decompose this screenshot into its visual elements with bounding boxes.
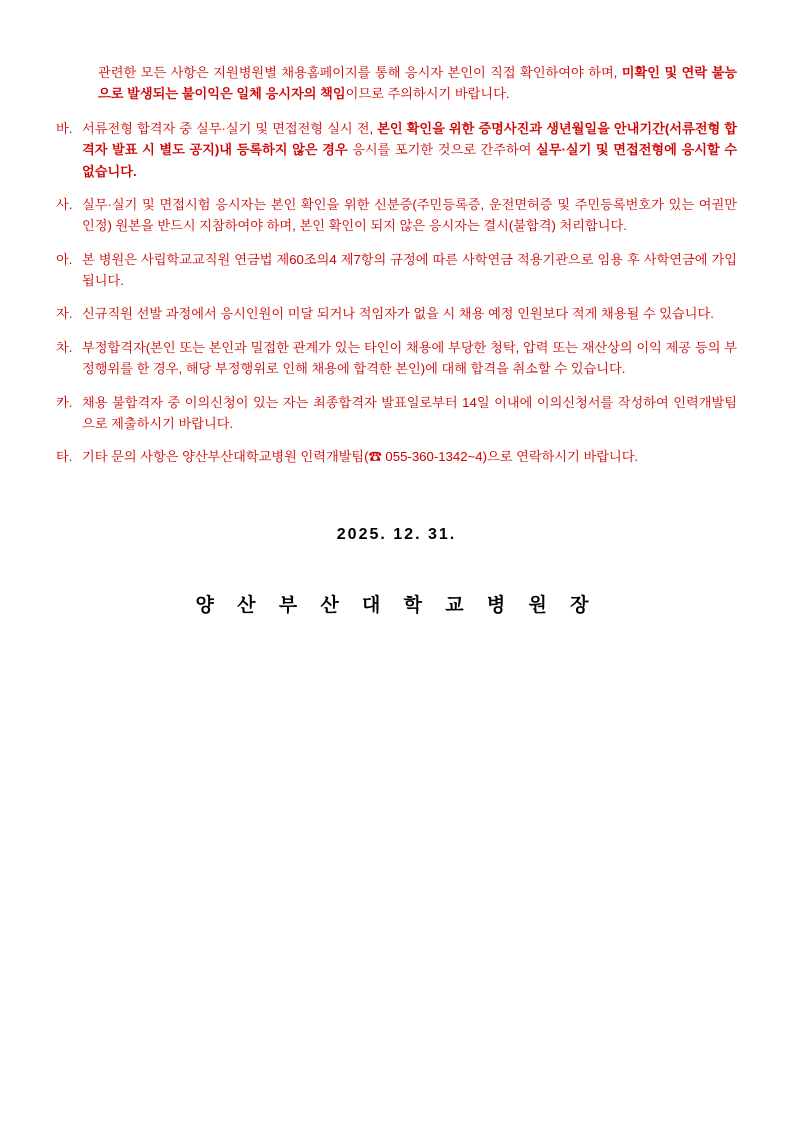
- list-item: [56, 118, 737, 182]
- list-item-segment-emphasis: 본인 확인을 위한 증명사진과 생년월일을 안내기간(서류전형 합격자 발표 시 별도 공지)내 등록하지 않은 경우: [82, 120, 737, 158]
- list-item: [56, 392, 737, 435]
- list-item-marker: 바.: [56, 120, 73, 136]
- list-item-marker: 사.: [56, 196, 73, 212]
- list-item-marker: 타.: [56, 449, 73, 465]
- list-item-body: 기타 문의 사항은 양산부산대학교병원 인력개발팀(☎ 055-360-1342~4)으로 연락하시기 바랍니다.: [82, 449, 639, 465]
- list-item-segment: 응시를 포기한 것으로 간주하여: [347, 142, 537, 158]
- signature-organization: 양 산 부 산 대 학 교 병 원 장: [195, 594, 598, 616]
- signature-date: 2025. 12. 31.: [336, 525, 457, 543]
- list-item: [56, 446, 737, 467]
- list-item-body: 신규직원 선발 과정에서 응시인원이 미달 되거나 적임자가 없을 시 채용 예정 인원보다 적게 채용될 수 있습니다.: [82, 306, 714, 322]
- intro-text-emphasis: 미확인 및 연락 불능으로 발생되는 불이익은 일체 응시자의 책임: [98, 65, 738, 102]
- list-item-body: [82, 118, 737, 182]
- list-item-segment-emphasis: 실무·실기 및 면접전형에 응시할 수 없습니다.: [82, 142, 737, 179]
- list-item-marker: 자.: [56, 306, 73, 322]
- page-bottom-space: [56, 617, 737, 1037]
- list-item-marker: 카.: [56, 394, 73, 410]
- list-item-segment: 서류전형 합격자 중 실무·실기 및 면접전형 실시 전,: [82, 120, 378, 136]
- intro-text-part3: 이므로 주의하시기 바랍니다.: [345, 86, 510, 102]
- intro-text-part1: 관련한 모든 사항은 지원병원별 채용홈페이지를 통해 응시자 본인이 직접 확인하여야 하며,: [98, 65, 622, 80]
- list-item-body: 채용 불합격자 중 이의신청이 있는 자는 최종합격자 발표일로부터 14일 이내에 이의신청서를 작성하여 인력개발팀으로 제출하시기 바랍니다.: [82, 394, 737, 431]
- intro-paragraph: [98, 62, 737, 105]
- list-item-body: 실무·실기 및 면접시험 응시자는 본인 확인을 위한 신분증(주민등록증, 운전면허증 및 주민등록번호가 있는 여권만 인정) 원본을 반드시 지참하여야 하며, 본인 확인이 되지 않은 응시자는 결시(불합격) 처리합니다.: [82, 196, 737, 234]
- list-item: [56, 303, 737, 324]
- list-item-marker: 차.: [56, 339, 73, 355]
- list-item-body: 부정합격자(본인 또는 본인과 밀접한 관계가 있는 타인이 채용에 부당한 청탁, 압력 또는 재산상의 이익 제공 등의 부정행위를 한 경우, 해당 부정행위로 인해 채용에 합격한 본인)에 대해 합격을 취소할 수 있습니다.: [82, 339, 737, 377]
- list-item: [56, 194, 737, 237]
- list-item: [56, 249, 737, 292]
- list-item: [56, 337, 737, 380]
- list-item-marker: 아.: [56, 251, 73, 267]
- list-item-body: 본 병원은 사립학교교직원 연금법 제60조의4 제7항의 규정에 따른 사학연금 적용기관으로 임용 후 사학연금에 가입됩니다.: [82, 251, 737, 288]
